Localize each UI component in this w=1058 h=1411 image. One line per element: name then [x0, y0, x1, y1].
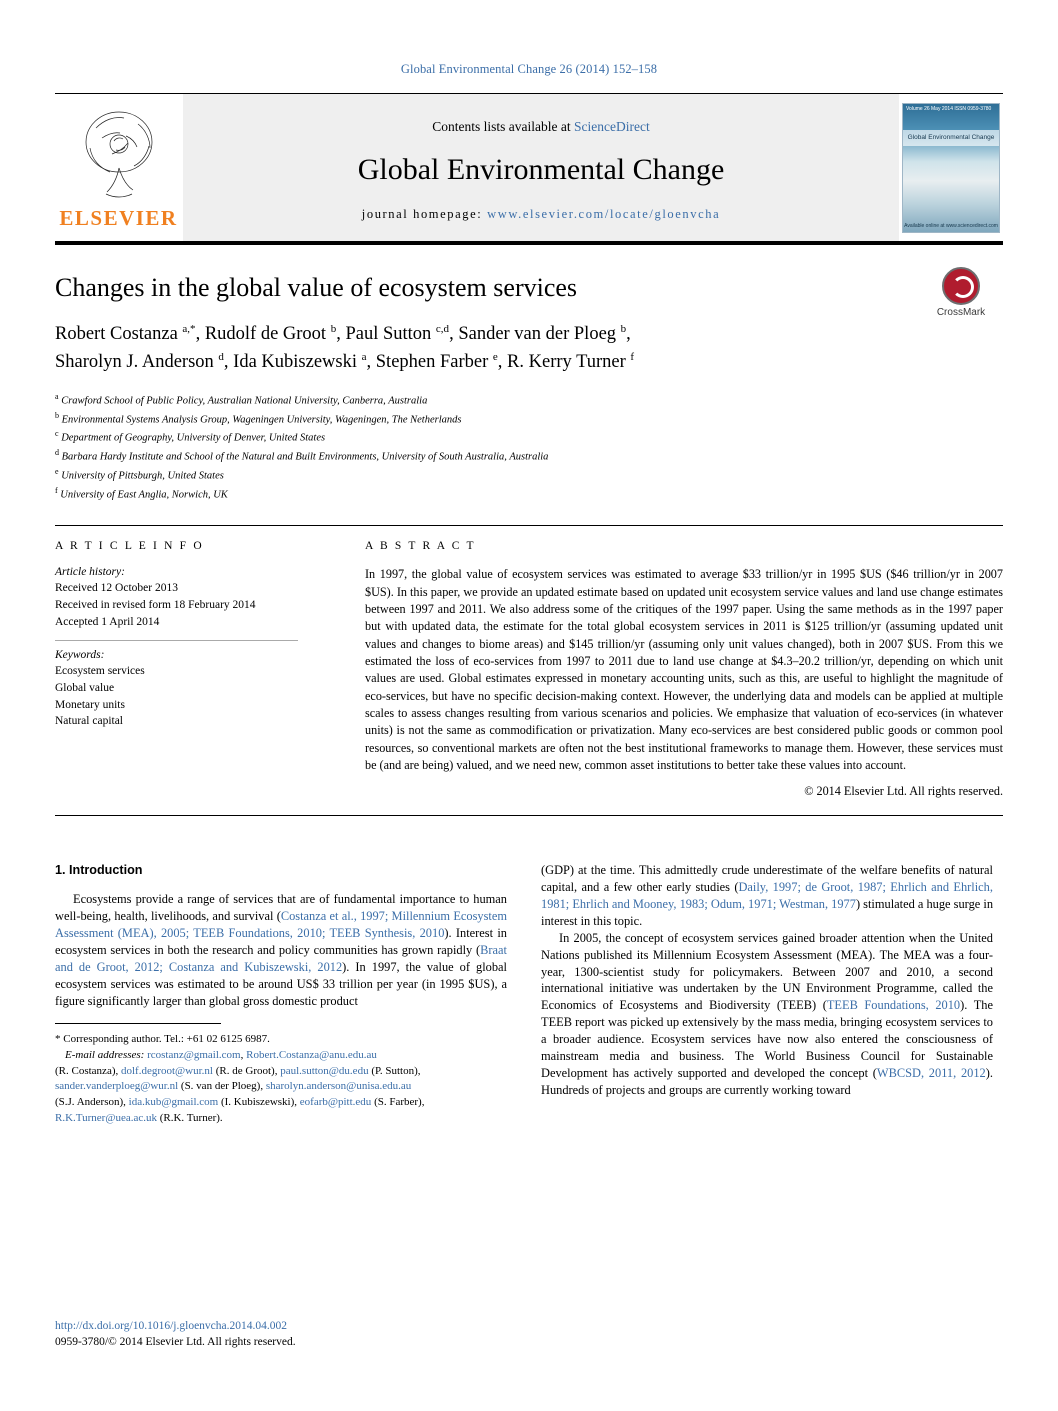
doi-link[interactable]: http://dx.doi.org/10.1016/j.gloenvcha.2014.04.002 [55, 1319, 288, 1332]
section-heading-introduction: 1. Introduction [55, 863, 143, 878]
email-line [55, 1095, 507, 1111]
affiliation-text: University of Pittsburgh, United States [61, 470, 224, 482]
affiliation-item: $^e$ University of Pittsburgh, United States [55, 466, 224, 482]
contents-available-text: Contents lists available at [432, 119, 574, 134]
footer-block [55, 1318, 296, 1351]
article-history-item: Received in revised form 18 February 2014 [55, 599, 256, 612]
affiliation-item: $^d$ Barbara Hardy Institute and School of the Natural and Built Environments, University of South Australia, Australia [55, 448, 549, 463]
paragraph-text: ). The TEEB report was picked up extensively by the mass media, bringing ecosystem services to a broader audience. Ecosystem services have now also entered the consciousness of mainstream media and business. The World Business Council for Sustainable Development has actively supported and developed the concept ( [541, 998, 993, 1080]
affiliation-item: $^c$ Department of Geography, University of Denver, United States [55, 429, 326, 444]
affiliation-text: Department of Geography, University of Denver, United States [61, 432, 326, 444]
elsevier-wordmark: ELSEVIER [59, 206, 178, 230]
affiliation-text: Barbara Hardy Institute and School of the Natural and Built Environments, University of South Australia, Australia [61, 451, 549, 463]
email-line-pre: (R. Costanza), [55, 1064, 121, 1077]
article-info-column [55, 540, 343, 799]
email-link[interactable]: paul.sutton@du.edu [280, 1064, 369, 1077]
footnote-block [55, 1032, 507, 1126]
paragraph [55, 891, 507, 1009]
keywords-label: Keywords: [55, 649, 105, 662]
keyword-item: Global value [55, 682, 115, 695]
affiliation-item: $^f$ University of East Anglia, Norwich, UK [55, 485, 228, 501]
affiliation-list [55, 391, 1003, 504]
info-divider [55, 640, 298, 641]
email-link[interactable]: ida.kub@gmail.com [128, 1095, 219, 1108]
author-line-2: Sharolyn J. Anderson $^d$, Ida Kubiszewski $^a$, Stephen Farber $^e$, R. Kerry Turner $^f$ [55, 350, 635, 373]
email-line-post: (S. van der Ploeg), [178, 1080, 266, 1093]
article-history-item: Received 12 October 2013 [55, 582, 178, 595]
crossmark-icon [942, 267, 980, 305]
paragraph-text: ). Hundreds of projects and groups are currently working toward [541, 1065, 993, 1097]
email-link[interactable]: sharolyn.anderson@unisa.edu.au [265, 1080, 412, 1093]
journal-masthead [55, 93, 1003, 245]
email-label: E-mail addresses: [65, 1049, 145, 1062]
body-columns [55, 862, 1003, 1126]
email-line-pre: (S.J. Anderson), [55, 1095, 129, 1108]
sciencedirect-link[interactable]: ScienceDirect [574, 119, 650, 134]
article-info-heading: A R T I C L E I N F O [55, 540, 204, 553]
email-separator: , [240, 1049, 247, 1062]
corresponding-author-note: * Corresponding author. Tel.: +61 02 6125 6987. [55, 1033, 270, 1046]
citation-link[interactable]: Daily, 1997; de Groot, 1987; Ehrlich and Ehrlich, 1981; Ehrlich and Mooney, 1983; Odum, 1971; Westman, 1977 [541, 880, 993, 912]
abstract-text: In 1997, the global value of ecosystem services was estimated to average $33 trillion/yr in 1995 $US ($46 trillion/yr in 2007 $US). In this paper, we provide an updated estimate based on updated unit ecosystem service values and land use change estimates between 1997 and 2011. We also address some of the critiques of the 1997 paper. Using the same methods as in the 1997 paper but with updated data, the estimate for the total global ecosystem services in 2011 is $125 trillion/yr (assuming updated unit values and changes to biome areas) and $145 trillion/yr (assuming only unit values changed), both in 2007 $US. From this we estimated the loss of eco-services from 1997 to 2011 due to land use change at $4.3–20.2 trillion/yr, depending on which unit values are used. Global estimates expressed in monetary accounting units, such as this, are useful to highlight the magnitude of eco-services, but have no specific decision-making context. However, the underlying data and models can be applied at multiple scales to assess changes resulting from various scenarios and policies. We emphasize that valuation of eco-services (in whatever units) is not the same as commodification or privatization. Many eco-services are best considered public goods or common pool resources, so conventional markets are often not the best institutional frameworks to manage them. However, these services must be (and are being) valued, and we need new, common asset institutions to better take these values into account. [365, 567, 1003, 773]
journal-homepage-line [362, 207, 720, 222]
keyword-item: Ecosystem services [55, 665, 145, 678]
affiliation-item: $^a$ Crawford School of Public Policy, Australian National University, Canberra, Australia [55, 391, 428, 407]
abstract-column [343, 540, 1003, 799]
running-head: Global Environmental Change 26 (2014) 152–158 [400, 62, 658, 76]
email-link[interactable]: sander.vanderploeg@wur.nl [55, 1080, 179, 1093]
citation-link[interactable]: TEEB Foundations, 2010 [826, 998, 961, 1013]
cover-bottom-label: Available online at www.sciencedirect.com [904, 222, 998, 229]
paragraph [541, 862, 993, 929]
paragraph-text: In 2005, the concept of ecosystem services gained broader attention when the United Nations published its Millennium Ecosystem Assessment (MEA). The MEA was a four-year, 1300-scientist study for policymakers. Between 2007 and 2010, a second international initiative was undertaken by the UN Environment Programme, called the Economics of Ecosystems and Biodiversity (TEEB) ( [541, 930, 993, 1013]
email-line [55, 1079, 507, 1095]
crossmark-badge[interactable] [919, 267, 1003, 318]
email-addresses-note [55, 1048, 507, 1064]
contents-available-line [432, 119, 649, 135]
page-title: Changes in the global value of ecosystem services [55, 273, 578, 302]
article-history-label: Article history: [55, 566, 125, 579]
affiliation-text: Crawford School of Public Policy, Australian National University, Canberra, Australia [61, 395, 428, 407]
affiliation-text: University of East Anglia, Norwich, UK [60, 489, 228, 501]
elsevier-tree-icon [76, 108, 162, 204]
paragraph [541, 930, 993, 1099]
email-line-post: (I. Kubiszewski), [218, 1095, 300, 1108]
affiliation-item: $^b$ Environmental Systems Analysis Group, Wageningen University, Wageningen, The Netherlands [55, 410, 462, 426]
email-line-post: (R. de Groot), [213, 1064, 281, 1077]
email-link[interactable]: R.K.Turner@uea.ac.uk [55, 1111, 157, 1124]
article-title-block [55, 273, 1003, 503]
paragraph-text: Ecosystems provide a range of services that are of fundamental importance to human well-being, health, livelihoods, and survival ( [55, 892, 507, 924]
citation-link[interactable]: Costanza et al., 1997; Millennium Ecosystem Assessment (MEA), 2005; TEEB Foundations, 2010; TEEB Synthesis, 2010 [55, 909, 508, 941]
footnote-divider [55, 1023, 221, 1024]
abstract-heading: A B S T R A C T [365, 540, 476, 553]
paragraph-text: ). In 1997, the value of global ecosystem services was estimated to be around US$ 33 trillion per year (in 1995 $US), a figure significantly larger than global gross domestic product [55, 959, 507, 1008]
abstract-copyright: © 2014 Elsevier Ltd. All rights reserved. [804, 784, 1003, 799]
elsevier-logo [55, 94, 182, 241]
citation-link[interactable]: Braat and de Groot, 2012; Costanza and Kubiszewski, 2012 [55, 943, 507, 974]
keyword-item: Monetary units [55, 698, 125, 711]
journal-cover-image [902, 103, 1000, 233]
author-list [55, 321, 1003, 377]
email-link[interactable]: dolf.degroot@wur.nl [120, 1064, 213, 1077]
body-column-left [55, 862, 507, 1126]
email-line [55, 1064, 507, 1080]
author-line-1: Robert Costanza $^{a,*}$, Rudolf de Groot $^b$, Paul Sutton $^{c,d}$, Sander van der Ploeg $^b$, [55, 323, 631, 345]
citation-link[interactable]: WBCSD, 2011, 2012 [876, 1065, 986, 1080]
homepage-label: journal homepage: [361, 207, 488, 221]
email-line [55, 1111, 507, 1127]
paragraph-text: ). Interest in ecosystem services in both the research and policy communities has grown rapidly ( [55, 926, 507, 958]
affiliation-text: Environmental Systems Analysis Group, Wageningen University, Wageningen, The Netherlands [61, 414, 462, 426]
email-line-post2: (S. Farber), [371, 1095, 425, 1108]
journal-title: Global Environmental Change [357, 153, 725, 186]
email-line-post2: (P. Sutton), [368, 1064, 421, 1077]
email-link[interactable]: eofarb@pitt.edu [299, 1095, 372, 1108]
paragraph-text: ) stimulated a huge surge in interest in this topic. [541, 897, 994, 928]
article-history-item: Accepted 1 April 2014 [55, 615, 160, 628]
journal-homepage-link[interactable]: www.elsevier.com/locate/gloenvcha [487, 207, 721, 221]
crossmark-label: CrossMark [936, 307, 986, 318]
email-line-post: (R.K. Turner). [156, 1111, 223, 1124]
info-abstract-block [55, 525, 1003, 816]
cover-top-label: Volume 26 May 2014 ISSN 0959-3780 [906, 105, 992, 112]
keyword-item: Natural capital [55, 715, 124, 728]
email-link[interactable]: rcostanz@gmail.com [147, 1049, 241, 1062]
issn-copyright-line: 0959-3780/© 2014 Elsevier Ltd. All rights reserved. [55, 1336, 296, 1349]
journal-cover [899, 94, 1003, 241]
paragraph-text: (GDP) at the time. This admittedly crude underestimate of the welfare benefits of natural capital, and a few other early studies ( [541, 863, 993, 895]
cover-band-title: Global Environmental Change [903, 130, 999, 146]
email-link[interactable]: Robert.Costanza@anu.edu.au [246, 1049, 377, 1062]
body-column-right [541, 862, 993, 1126]
masthead-center [182, 94, 899, 241]
